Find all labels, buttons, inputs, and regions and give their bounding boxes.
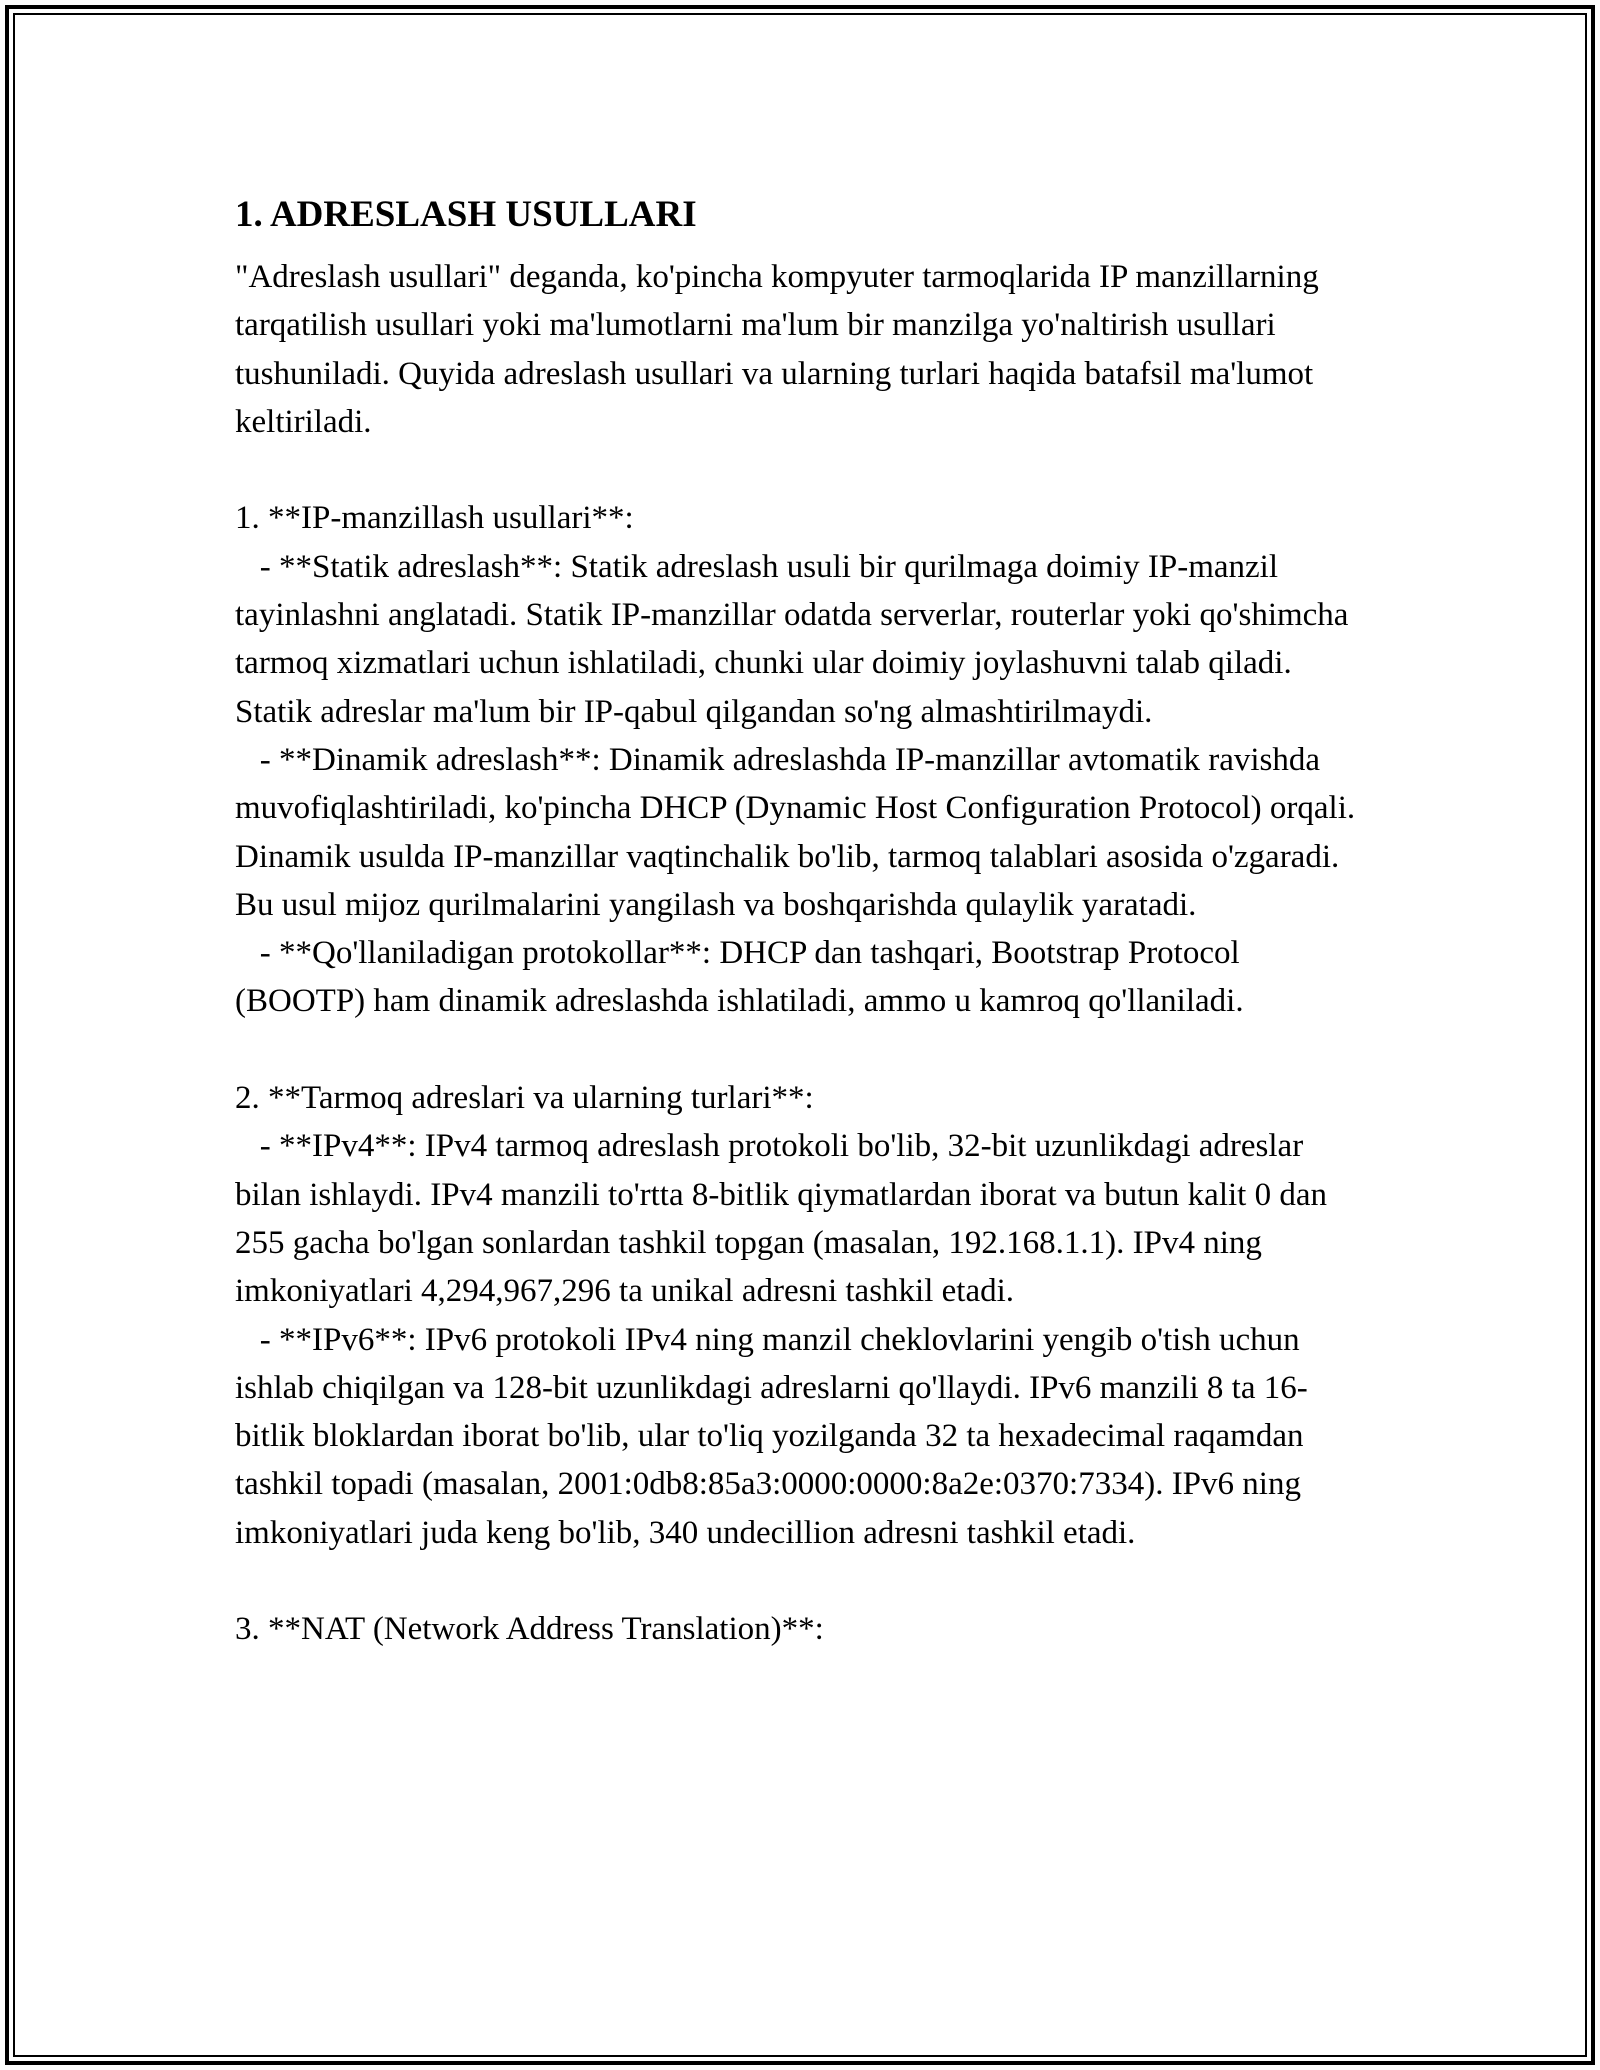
list-item-protocols: - **Qo'llaniladigan protokollar**: DHCP dan tashqari, Bootstrap Protocol (BOOTP) ham dinamik adreslashda ishlatiladi, ammo u kamroq qo'llaniladi.: [235, 935, 1248, 1020]
section-3-title: 3. **NAT (Network Address Translation)**:: [235, 1611, 824, 1648]
paragraph-spacer: [235, 1026, 1375, 1074]
paragraph-spacer: [235, 446, 1375, 494]
paragraph-spacer: [235, 1557, 1375, 1605]
document-heading: 1. ADRESLASH USULLARI: [235, 194, 697, 235]
list-item-dynamic-addressing: - **Dinamik adreslash**: Dinamik adreslashda IP-manzillar avtomatik ravishda muvofiqlashtiriladi, ko'pincha DHCP (Dynamic Host Configuration Protocol) orqali. Dinamik usulda IP-manzillar vaqtinchalik bo'lib, tarmoq talablari asosida o'zgaradi. Bu usul mijoz qurilmalarini yangilash va boshqarishda qulaylik yaratadi.: [235, 741, 1364, 923]
document-body: [235, 185, 1375, 1654]
list-item-ipv4: - **IPv4**: IPv4 tarmoq adreslash protokoli bo'lib, 32-bit uzunlikdagi adreslar bilan ishlaydi. IPv4 manzili to'rtta 8-bitlik qiymatlardan iborat va butun kalit 0 dan 255 gacha bo'lgan sonlardan tashkil topgan (masalan, 192.168.1.1). IPv4 ning imkoniyatlari 4,294,967,296 ta unikal adresni tashkil etadi.: [235, 1128, 1336, 1310]
list-item-static-addressing: - **Statik adreslash**: Statik adreslash usuli bir qurilmaga doimiy IP-manzil tayinlashni anglatadi. Statik IP-manzillar odatda serverlar, routerlar yoki qo'shimcha tarmoq xizmatlari uchun ishlatiladi, chunki ular doimiy joylashuvni talab qiladi. Statik adreslar ma'lum bir IP-qabul qilgandan so'ng almashtirilmaydi.: [235, 548, 1357, 730]
section-2-title: 2. **Tarmoq adreslari va ularning turlari**:: [235, 1080, 814, 1117]
intro-paragraph: "Adreslash usullari" deganda, ko'pincha kompyuter tarmoqlarida IP manzillarning tarqatilish usullari yoki ma'lumotlarni ma'lum bir manzilga yo'naltirish usullari tushuniladi. Quyida adreslash usullari va ularning turlari haqida batafsil ma'lumot keltiriladi.: [235, 259, 1327, 440]
section-1-title: 1. **IP-manzillash usullari**:: [235, 500, 634, 537]
list-item-ipv6: - **IPv6**: IPv6 protokoli IPv4 ning manzil cheklovlarini yengib o'tish uchun ishlab chiqilgan va 128-bit uzunlikdagi adreslarni qo'llaydi. IPv6 manzili 8 ta 16-bitlik bloklardan iborat bo'lib, ular to'liq yozilganda 32 ta hexadecimal raqamdan tashkil topadi (masalan, 2001:0db8:85a3:0000:0000:8a2e:0370:7334). IPv6 ning imkoniyatlari juda keng bo'lib, 340 undecillion adresni tashkil etadi.: [235, 1321, 1312, 1551]
